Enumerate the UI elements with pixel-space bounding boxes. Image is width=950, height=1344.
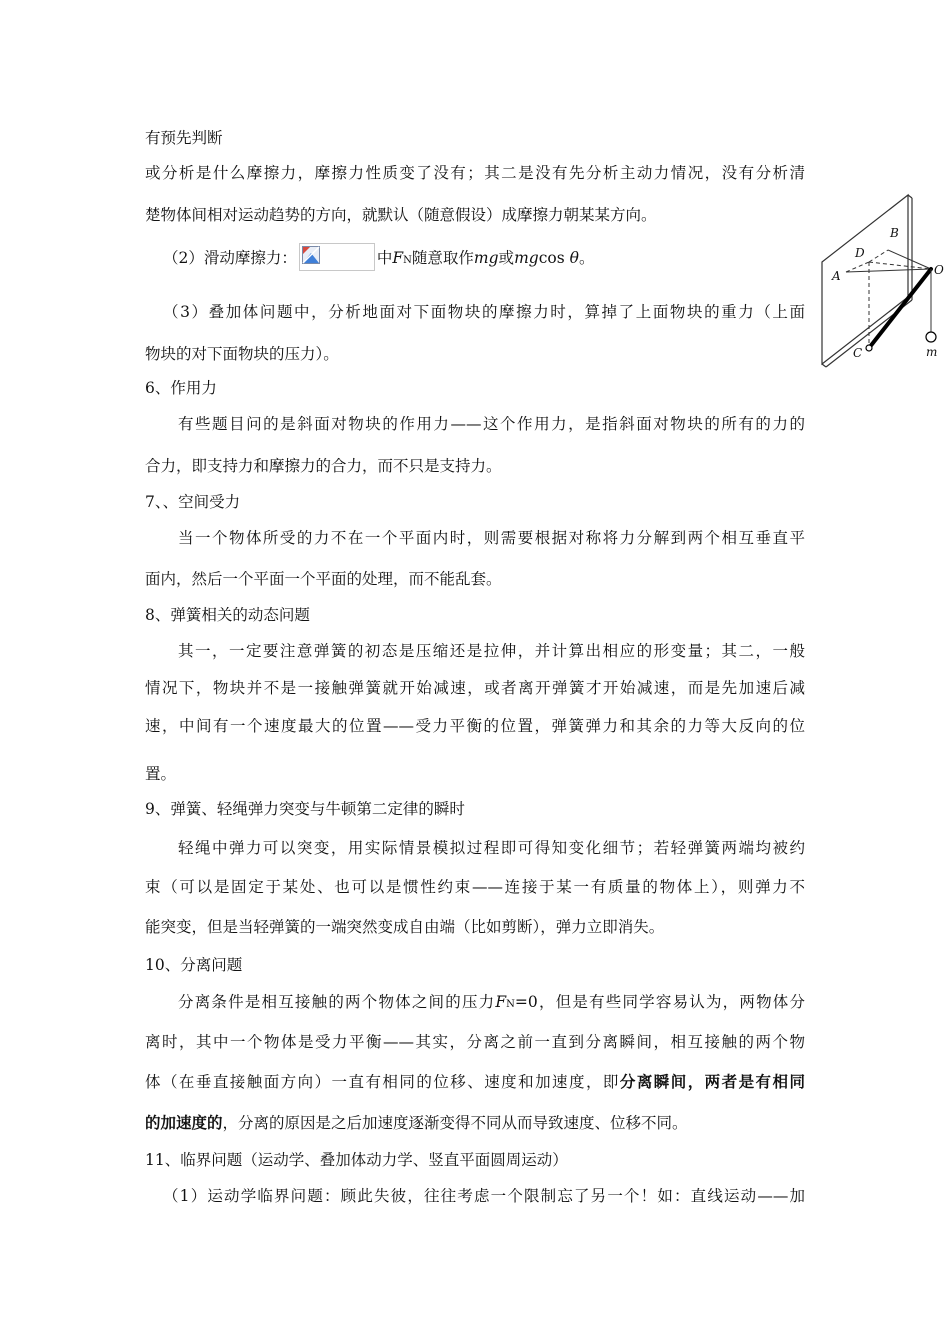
heading-7: 7、、空间受力 (145, 493, 241, 511)
text-line-4: （2）滑动摩擦力： 中FN随意取作mg或mgcos θ。 (163, 245, 594, 273)
text-line-12: 面内，然后一个平面一个平面的处理，而不能乱套。 (145, 570, 502, 588)
sliding-friction-label: （2）滑动摩擦力： (163, 249, 297, 267)
text-line-11: 当一个物体所受的力不在一个平面内时，则需要根据对称将力分解到两个相互垂直平 (178, 529, 805, 547)
text-line-26: 的加速度的，分离的原因是之后加速度逐渐变得不同从而导致速度、位移不同。 (145, 1113, 688, 1132)
broken-image-icon (302, 246, 320, 264)
label-d: D (855, 246, 865, 260)
text-line-24: 离时，其中一个物体是受力平衡——其实，分离之前一直到分离瞬间，相互接触的两个物 (145, 1033, 805, 1051)
text-line-23: 分离条件是相互接触的两个物体之间的压力FN=0，但是有些同学容易认为，两物体分 (178, 993, 805, 1011)
hinge-c (866, 345, 872, 351)
text-line-25: 体（在垂直接触面方向）一直有相同的位移、速度和加速度，即分离瞬间，两者是有相同 (145, 1072, 805, 1091)
text-line-28: （1）运动学临界问题：顾此失彼，往往考虑一个限制忘了另一个！如：直线运动——加 (163, 1187, 805, 1205)
label-a: A (832, 269, 841, 283)
text-line-1: 有预先判断 (145, 129, 223, 147)
text-line-17: 置。 (145, 765, 177, 783)
text-line-16: 速，中间有一个速度最大的位置——受力平衡的位置，弹簧弹力和其余的力等大反向的位 (145, 717, 805, 735)
label-b: B (890, 226, 899, 240)
heading-9: 9、弹簧、轻绳弹力突变与牛顿第二定律的瞬时 (145, 800, 465, 818)
physics-diagram (810, 192, 945, 372)
text-line-19: 轻绳中弹力可以突变，用实际情景模拟过程即可得知变化细节；若轻弹簧两端均被约 (178, 839, 805, 857)
text-line-6: 物块的对下面物块的压力）。 (145, 345, 339, 363)
text-line-3: 楚物体间相对运动趋势的方向，就默认（随意假设）成摩擦力朝某某方向。 (145, 206, 657, 224)
text-line-2: 或分析是什么摩擦力，摩擦力性质变了没有；其二是没有先分析主动力情况，没有分析清 (145, 164, 805, 182)
text-line-5: （3）叠加体问题中，分析地面对下面物块的摩擦力时，算掉了上面物块的重力（上面 (163, 303, 805, 321)
heading-11: 11、临界问题（运动学、叠加体动力学、竖直平面圆周运动） (145, 1151, 568, 1169)
text-line-15: 情况下，物块并不是一接触弹簧就开始减速，或者离开弹簧才开始减速，而是先加速后减 (145, 679, 805, 697)
text-line-8: 有些题目问的是斜面对物块的作用力——这个作用力，是指斜面对物块的所有的力的 (178, 415, 805, 433)
text-line-14: 其一，一定要注意弹簧的初态是压缩还是拉伸，并计算出相应的形变量；其二，一般 (178, 642, 805, 660)
text-line-20: 束（可以是固定于某处、也可以是惯性约束——连接于某一有质量的物体上），则弹力不 (145, 878, 805, 896)
hanging-mass (926, 332, 936, 342)
label-o: O (934, 263, 944, 277)
label-m: m (926, 345, 938, 359)
text-line-21: 能突变，但是当轻弹簧的一端突然变成自由端（比如剪断），弹力立即消失。 (145, 918, 665, 936)
label-c: C (853, 346, 863, 360)
text-line-9: 合力，即支持力和摩擦力的合力，而不只是支持力。 (145, 457, 502, 475)
heading-6: 6、作用力 (145, 379, 217, 397)
heading-10: 10、分离问题 (145, 956, 243, 974)
formula-image-placeholder (299, 243, 375, 271)
heading-8: 8、弹簧相关的动态问题 (145, 606, 310, 624)
